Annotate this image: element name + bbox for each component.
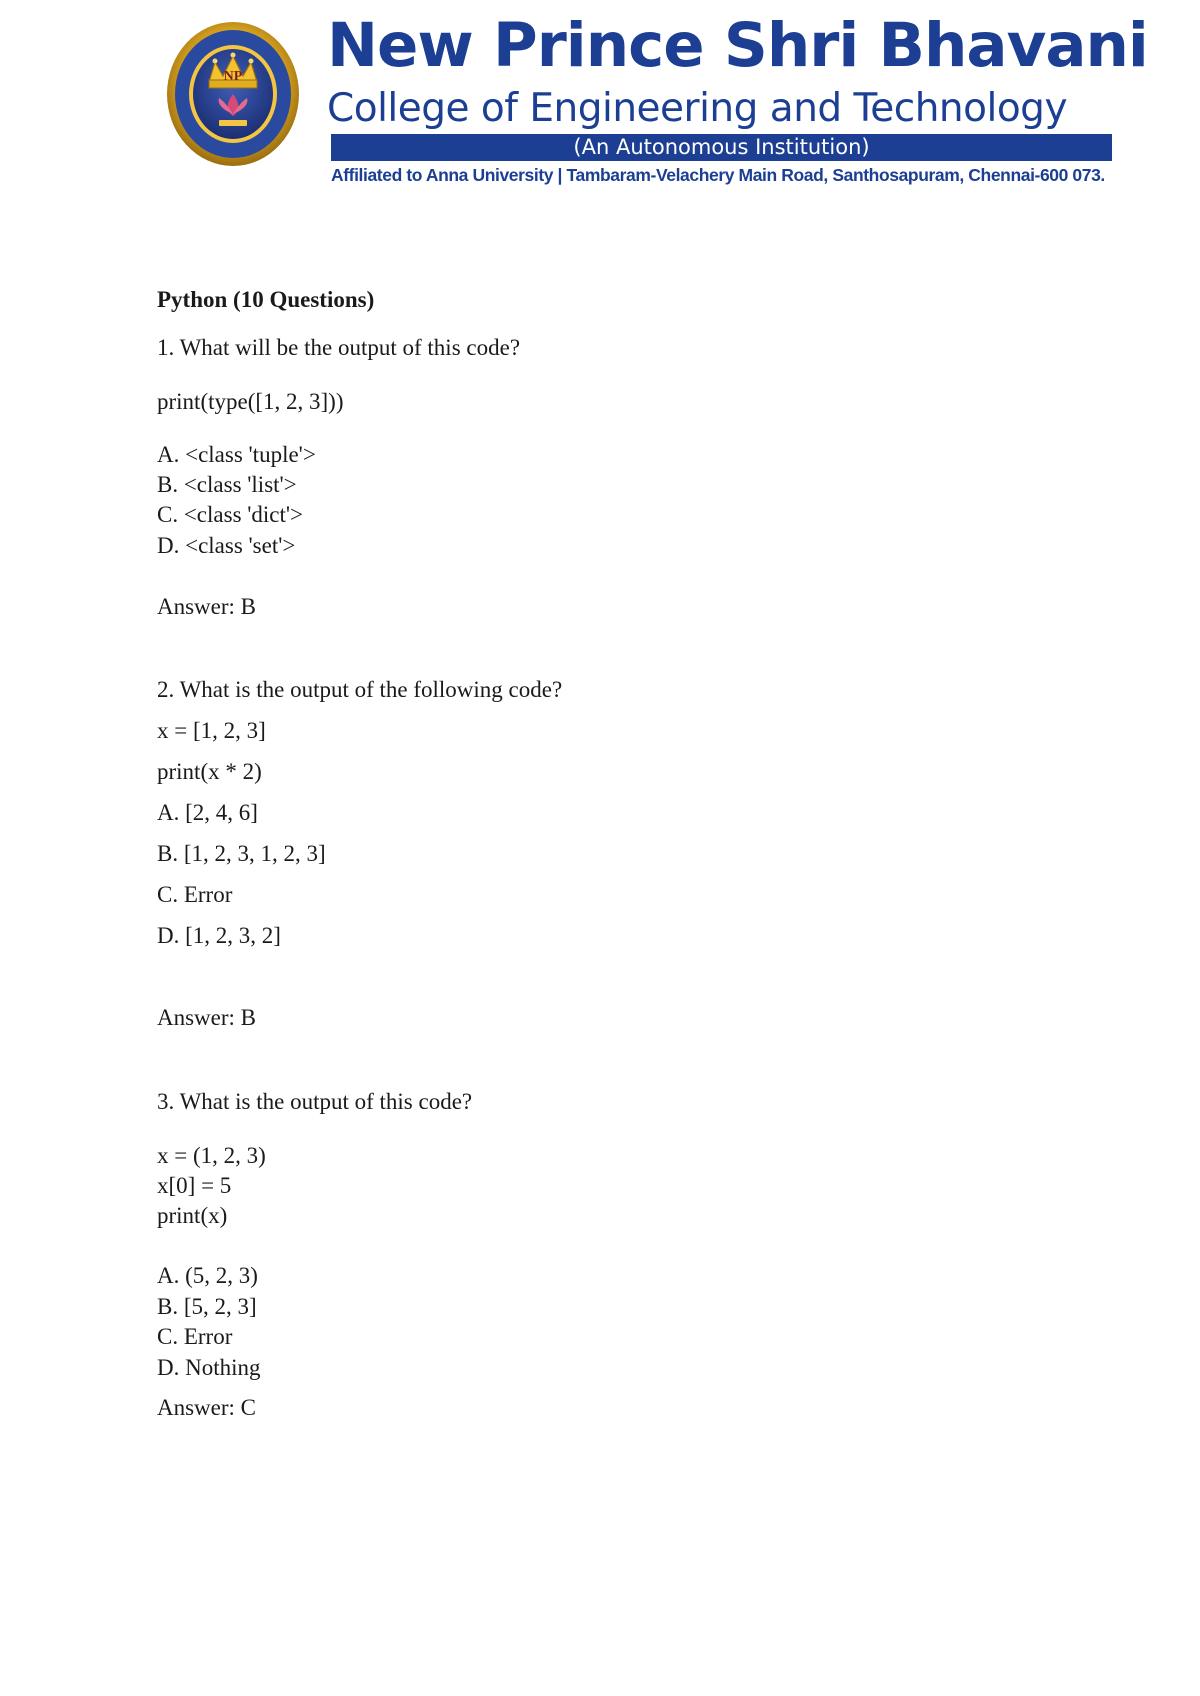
- option-c: C. <class 'dict'>: [157, 502, 304, 527]
- option-d: D. <class 'set'>: [157, 533, 296, 558]
- code-line: x = [1, 2, 3]: [157, 718, 266, 743]
- option-a: A. [2, 4, 6]: [157, 800, 258, 825]
- code-line: print(x * 2): [157, 759, 262, 784]
- answer: Answer: C: [157, 1395, 257, 1420]
- code-line: print(x): [157, 1203, 228, 1228]
- option-a: A. (5, 2, 3): [157, 1263, 258, 1288]
- section-title: Python (10 Questions): [157, 287, 375, 312]
- code-line: x = (1, 2, 3): [157, 1143, 266, 1168]
- option-d: D. [1, 2, 3, 2]: [157, 923, 281, 948]
- question-prompt: 3. What is the output of this code?: [157, 1089, 473, 1114]
- question-prompt: 1. What will be the output of this code?: [157, 335, 521, 360]
- option-c: C. Error: [157, 1324, 233, 1349]
- college-name: New Prince Shri Bhavani: [327, 10, 1148, 81]
- affiliation-line: Affiliated to Anna University | Tambaram-Velachery Main Road, Santhosapuram, Chennai-600 073.: [331, 165, 1105, 185]
- option-b: B. [5, 2, 3]: [157, 1294, 257, 1319]
- college-header: [165, 10, 1148, 185]
- option-a: A. <class 'tuple'>: [157, 442, 316, 467]
- answer: Answer: B: [157, 1005, 257, 1030]
- question-prompt: 2. What is the output of the following code?: [157, 677, 563, 702]
- option-d: D. Nothing: [157, 1355, 261, 1380]
- autonomous-status-band: (An Autonomous Institution): [331, 134, 1112, 161]
- option-c: C. Error: [157, 882, 233, 907]
- logo-initials: NP: [223, 69, 243, 84]
- option-b: B. <class 'list'>: [157, 472, 297, 497]
- answer: Answer: B: [157, 594, 257, 619]
- college-logo-emblem: [165, 14, 301, 170]
- code-line: print(type([1, 2, 3])): [157, 389, 344, 414]
- option-b: B. [1, 2, 3, 1, 2, 3]: [157, 841, 326, 866]
- college-subtitle: College of Engineering and Technology: [327, 86, 1068, 131]
- code-line: x[0] = 5: [157, 1173, 232, 1198]
